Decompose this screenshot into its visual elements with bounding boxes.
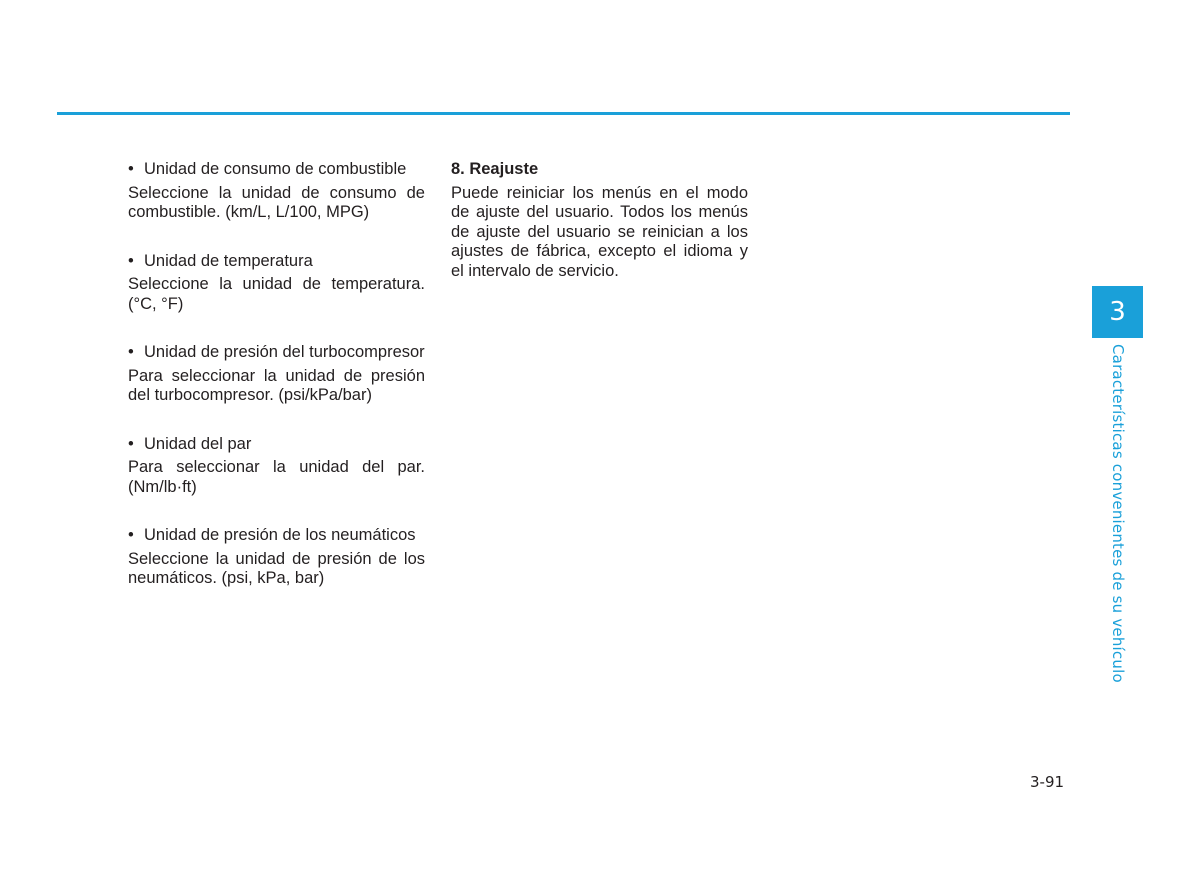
header-rule bbox=[57, 112, 1070, 115]
list-item bbox=[128, 435, 425, 498]
bullet-line bbox=[128, 435, 425, 455]
bullet-mark: • bbox=[128, 526, 134, 544]
bullet-heading: Unidad de temperatura bbox=[144, 251, 313, 270]
bullet-description: Seleccione la unidad de consumo de combustible. (km/L, L/100, MPG) bbox=[128, 183, 425, 221]
bullet-description: Para seleccionar la unidad de presión del turbocompresor. (psi/kPa/bar) bbox=[128, 366, 425, 404]
bullet-description: Seleccione la unidad de presión de los neumáticos. (psi, kPa, bar) bbox=[128, 549, 425, 587]
bullet-heading: Unidad del par bbox=[144, 434, 252, 453]
list-item bbox=[128, 343, 425, 406]
bullet-heading: Unidad de presión del turbocompresor bbox=[144, 343, 425, 361]
bullet-heading: Unidad de consumo de combustible bbox=[144, 160, 407, 178]
bullet-mark: • bbox=[128, 434, 134, 453]
right-column bbox=[451, 160, 748, 281]
chapter-number: 3 bbox=[1109, 297, 1126, 327]
bullet-description: Para seleccionar la unidad del par. (Nm/lb·ft) bbox=[128, 458, 425, 496]
bullet-mark: • bbox=[128, 251, 134, 270]
bullet-description: Seleccione la unidad de temperatura. (°C, °F) bbox=[128, 275, 425, 313]
list-item bbox=[128, 252, 425, 315]
bullet-mark: • bbox=[128, 160, 134, 178]
bullet-heading: Unidad de presión de los neumáticos bbox=[144, 526, 416, 544]
list-item bbox=[128, 160, 425, 223]
section-body: Puede reiniciar los menús en el modo de ajuste del usuario. Todos los menús de ajuste del usuario se reinician a los ajustes de fábrica, excepto el idioma y el intervalo de servicio. bbox=[451, 183, 748, 280]
bullet-mark: • bbox=[128, 343, 134, 361]
section-title: 8. Reajuste bbox=[451, 160, 539, 178]
list-item bbox=[128, 526, 425, 589]
chapter-title: Características convenientes de su vehículo bbox=[1109, 344, 1127, 683]
bullet-line bbox=[128, 160, 425, 180]
bullet-line bbox=[128, 526, 425, 546]
bullet-line bbox=[128, 252, 425, 272]
bullet-line bbox=[128, 343, 425, 363]
chapter-tab bbox=[1092, 286, 1143, 338]
left-column bbox=[128, 160, 425, 618]
page-number: 3-91 bbox=[1030, 773, 1065, 791]
